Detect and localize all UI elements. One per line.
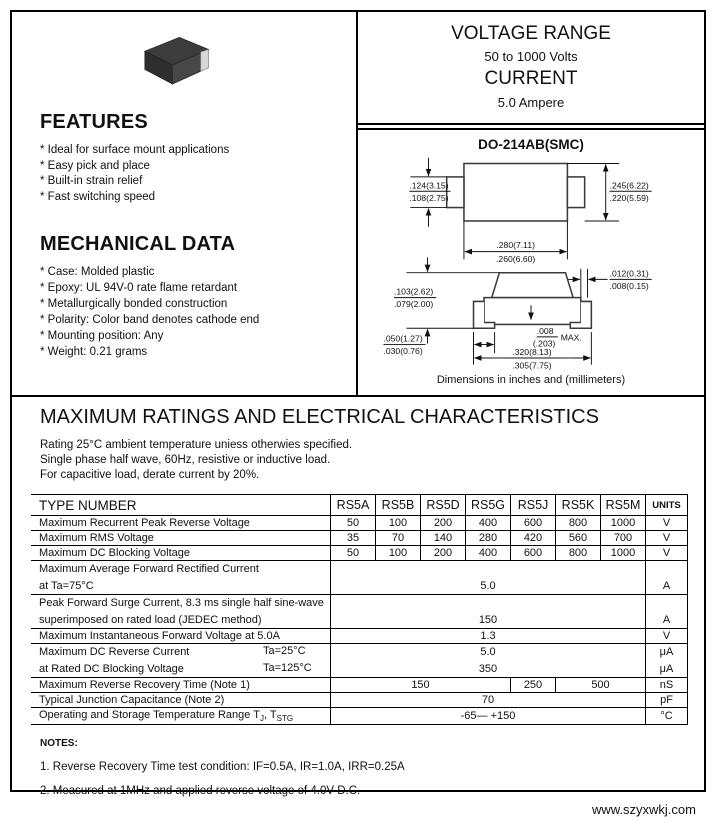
table-cell: pF bbox=[646, 693, 688, 708]
ratings-intro bbox=[40, 438, 688, 483]
dim-overall-width-max: .320(8.13) bbox=[512, 347, 552, 358]
table-cell: 700 bbox=[601, 531, 646, 546]
table-row bbox=[31, 595, 688, 612]
table-row bbox=[31, 495, 688, 516]
table-cell: 100 bbox=[376, 546, 421, 561]
website-url: www.szyxwkj.com bbox=[591, 802, 696, 817]
table-cell: 250 bbox=[511, 678, 556, 693]
list-item: For capacitive load, derate current by 20%. bbox=[40, 469, 260, 481]
table-cell: at Ta=75°C bbox=[31, 578, 331, 595]
table-cell: 560 bbox=[556, 531, 601, 546]
dim-body-width-max: .280(7.11) bbox=[496, 239, 535, 250]
dim-foot-max: .050(1.27) bbox=[383, 333, 423, 344]
table-cell: Peak Forward Surge Current, 8.3 ms single half sine-wave bbox=[39, 597, 324, 610]
table-row bbox=[31, 561, 688, 578]
table-row bbox=[31, 678, 688, 693]
list-item: 1. Reverse Recovery Time test condition: IF=0.5A, IR=1.0A, IRR=0.25A bbox=[40, 761, 405, 774]
table-cell: Maximum Instantaneous Forward Voltage at 5.0A bbox=[31, 629, 331, 644]
top-section bbox=[12, 12, 704, 397]
table-row bbox=[31, 708, 688, 725]
table-cell: 400 bbox=[466, 516, 511, 531]
table-cell: RS5B bbox=[376, 495, 421, 516]
list-item: * Built-in strain relief bbox=[40, 175, 143, 187]
list-item: * Easy pick and place bbox=[40, 159, 150, 172]
features-list bbox=[40, 144, 356, 203]
right-column bbox=[356, 12, 704, 395]
table-cell: 400 bbox=[466, 546, 511, 561]
table-cell: -65— +150 bbox=[331, 708, 646, 725]
table-cell: RS5D bbox=[421, 495, 466, 516]
table-cell bbox=[331, 595, 646, 612]
list-item: Rating 25°C ambient temperature uniess otherwies specified. bbox=[40, 439, 353, 451]
list-item: * Ideal for surface mount applications bbox=[40, 144, 230, 156]
mechanical-title: MECHANICAL DATA bbox=[40, 232, 236, 255]
table-cell: Maximum RMS Voltage bbox=[31, 531, 331, 546]
table-cell: V bbox=[646, 629, 688, 644]
dimensions-note: Dimensions in inches and (millimeters) bbox=[436, 374, 626, 386]
ratings-table bbox=[31, 494, 688, 725]
list-item: * Epoxy: UL 94V-0 rate flame retardant bbox=[40, 281, 238, 294]
table-cell: 800 bbox=[556, 546, 601, 561]
list-item: * Weight: 0.21 grams bbox=[40, 345, 148, 358]
table-cell: superimposed on rated load (JEDEC method) bbox=[31, 612, 331, 629]
dim-height-min: .079(2.00) bbox=[394, 299, 434, 310]
table-cell: RS5G bbox=[466, 495, 511, 516]
table-cell: Maximum Recurrent Peak Reverse Voltage bbox=[31, 516, 331, 531]
dim-standoff-inch: .008 bbox=[536, 326, 554, 337]
table-cell: Maximum DC Blocking Voltage bbox=[31, 546, 331, 561]
table-cell: 70 bbox=[331, 693, 646, 708]
table-cell: °C bbox=[646, 708, 688, 725]
table-cell bbox=[646, 561, 688, 578]
table-cell: UNITS bbox=[646, 495, 688, 516]
table-cell: 5.0 bbox=[331, 644, 646, 661]
table-cell: μA bbox=[646, 644, 688, 661]
table-row bbox=[31, 644, 688, 661]
table-row bbox=[31, 612, 688, 629]
package-title: DO-214AB(SMC) bbox=[478, 137, 584, 152]
smd-diode-photo bbox=[126, 28, 212, 90]
table-cell: 800 bbox=[556, 516, 601, 531]
test-condition: Ta=125°C bbox=[263, 661, 312, 674]
list-item: Single phase half wave, 60Hz, resistive or inductive load. bbox=[40, 454, 331, 466]
table-row bbox=[31, 546, 688, 561]
ratings-section bbox=[12, 397, 704, 797]
notes-title: NOTES: bbox=[40, 738, 78, 750]
dim-standoff-max-label: MAX. bbox=[560, 332, 582, 343]
dim-body-width-min: .260(6.60) bbox=[496, 254, 536, 265]
table-cell: Maximum Average Forward Rectified Current bbox=[39, 563, 259, 576]
table-cell: 35 bbox=[331, 531, 376, 546]
table-cell bbox=[646, 595, 688, 612]
table-cell: at Rated DC Blocking Voltage Ta=125°C bbox=[31, 661, 331, 678]
table-cell: 1000 bbox=[601, 516, 646, 531]
table-cell: Typical Junction Capacitance (Note 2) bbox=[31, 693, 331, 708]
table-cell: 100 bbox=[376, 516, 421, 531]
table-cell: 600 bbox=[511, 516, 556, 531]
voltage-range-title: VOLTAGE RANGE bbox=[451, 23, 611, 44]
dim-tab-height-max: .124(3.15) bbox=[409, 180, 449, 191]
table-cell: A bbox=[646, 578, 688, 595]
dim-body-height-max: .245(6.22) bbox=[609, 180, 649, 191]
list-item: * Metallurgically bonded construction bbox=[40, 297, 228, 310]
notes-list bbox=[40, 761, 688, 797]
table-cell: 280 bbox=[466, 531, 511, 546]
table-cell: 150 bbox=[331, 612, 646, 629]
dim-body-height-min: .220(5.59) bbox=[609, 192, 649, 203]
table-cell: TYPE NUMBER bbox=[31, 495, 331, 516]
table-cell: Maximum DC Reverse Current Ta=25°C bbox=[39, 645, 306, 659]
notes-block bbox=[40, 738, 688, 797]
table-cell: V bbox=[646, 546, 688, 561]
table-cell: RS5M bbox=[601, 495, 646, 516]
list-item: * Mounting position: Any bbox=[40, 329, 164, 342]
table-cell: μA bbox=[646, 661, 688, 678]
current-title: CURRENT bbox=[484, 68, 578, 89]
dim-standoff-mm: (.203) bbox=[532, 338, 556, 349]
table-cell: 500 bbox=[556, 678, 646, 693]
current-value: 5.0 Ampere bbox=[497, 95, 565, 110]
table-row bbox=[31, 693, 688, 708]
table-cell: RS5A bbox=[331, 495, 376, 516]
table-row bbox=[31, 661, 688, 678]
dim-lead-thickness-max: .012(0.31) bbox=[609, 268, 649, 279]
table-cell: 5.0 bbox=[331, 578, 646, 595]
table-cell: 70 bbox=[376, 531, 421, 546]
table-cell: 140 bbox=[421, 531, 466, 546]
table-row bbox=[31, 629, 688, 644]
table-cell: V bbox=[646, 531, 688, 546]
features-title: FEATURES bbox=[40, 111, 148, 133]
table-cell: RS5J bbox=[511, 495, 556, 516]
dim-foot-min: .030(0.76) bbox=[383, 346, 423, 357]
table-cell: nS bbox=[646, 678, 688, 693]
dim-overall-width-min: .305(7.75) bbox=[512, 360, 552, 371]
package-outline-box bbox=[358, 128, 704, 395]
table-cell: Operating and Storage Temperature Range $T_J$, $T_{STG}$ bbox=[31, 708, 331, 725]
list-item: * Case: Molded plastic bbox=[40, 265, 155, 278]
table-cell: 600 bbox=[511, 546, 556, 561]
list-item: * Fast switching speed bbox=[40, 190, 156, 203]
package-diagram bbox=[365, 152, 697, 380]
dim-lead-thickness-min: .008(0.15) bbox=[609, 280, 649, 291]
ratings-title: MAXIMUM RATINGS AND ELECTRICAL CHARACTERISTICS bbox=[40, 406, 599, 428]
list-item: * Polarity: Color band denotes cathode end bbox=[40, 313, 260, 326]
table-cell: V bbox=[646, 516, 688, 531]
table-cell: 350 bbox=[331, 661, 646, 678]
table-cell: 420 bbox=[511, 531, 556, 546]
table-cell: 150 bbox=[331, 678, 511, 693]
voltage-range-value: 50 to 1000 Volts bbox=[484, 49, 578, 64]
table-cell: 50 bbox=[331, 546, 376, 561]
table-row bbox=[31, 578, 688, 595]
table-row bbox=[31, 516, 688, 531]
table-cell: 50 bbox=[331, 516, 376, 531]
table-cell: 1000 bbox=[601, 546, 646, 561]
table-cell: A bbox=[646, 612, 688, 629]
table-cell bbox=[331, 561, 646, 578]
table-cell: 200 bbox=[421, 546, 466, 561]
table-cell: RS5K bbox=[556, 495, 601, 516]
list-item: 2. Measured at 1MHz and applied reverse voltage of 4.0V D.C. bbox=[40, 785, 361, 798]
table-row bbox=[31, 531, 688, 546]
dim-height-max: .103(2.62) bbox=[394, 286, 434, 297]
table-cell: Maximum Reverse Recovery Time (Note 1) bbox=[31, 678, 331, 693]
voltage-range-box bbox=[358, 12, 704, 125]
table-cell: 200 bbox=[421, 516, 466, 531]
page-frame bbox=[10, 10, 706, 798]
table-cell: 1.3 bbox=[331, 629, 646, 644]
test-condition: Ta=25°C bbox=[263, 645, 306, 657]
left-column bbox=[12, 12, 356, 395]
mechanical-list bbox=[40, 266, 356, 358]
dim-tab-height-min: .108(2.75) bbox=[409, 192, 449, 203]
